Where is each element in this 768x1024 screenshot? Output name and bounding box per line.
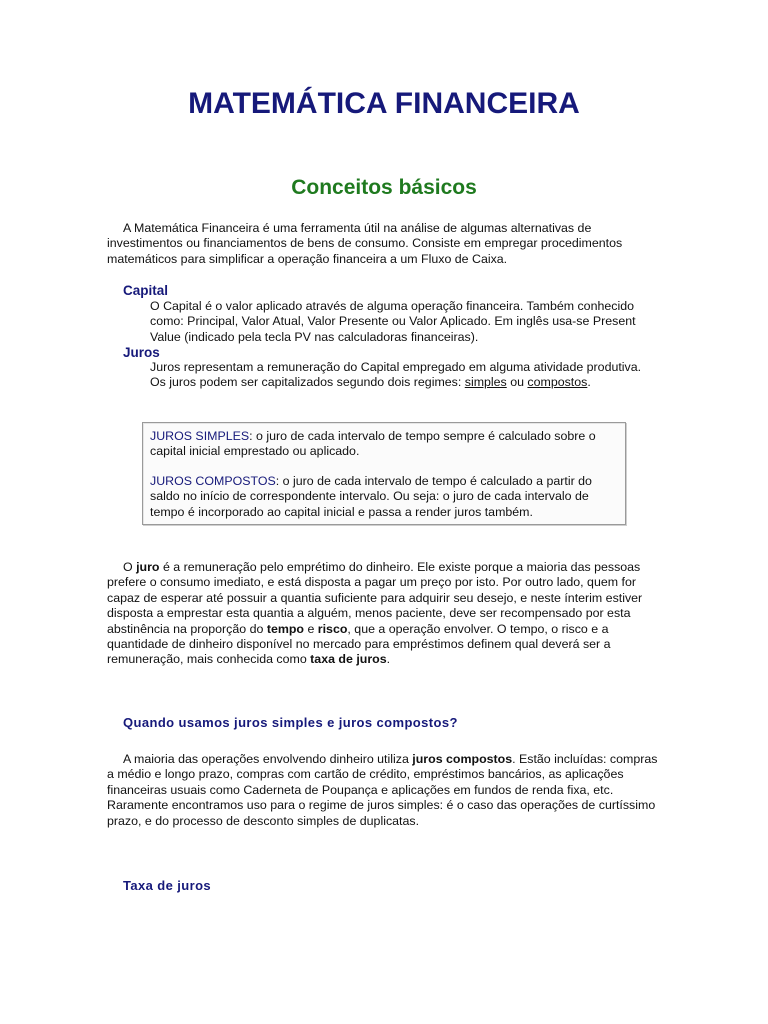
section-heading-taxa: Taxa de juros	[123, 878, 212, 893]
quando-text-1: A maioria das operações envolvendo dinheiro utiliza	[123, 752, 413, 766]
juros-compostos-text: : o juro de cada intervalo de tempo é calculado a partir do saldo no início de correspondente intervalo. Ou seja: o juro de cada intervalo de tempo é incorporado ao capital inicial e passa a render juros também.	[150, 474, 592, 519]
juro-bold-risco: risco	[317, 621, 348, 636]
juros-simples-term: JUROS SIMPLES	[150, 429, 250, 443]
section-heading-quando: Quando usamos juros simples e juros compostos?	[123, 715, 458, 730]
link-compostos[interactable]: compostos	[527, 375, 588, 390]
juros-simples-entry	[150, 429, 610, 460]
capital-definition: O Capital é o valor aplicado através de alguma operação financeira. Também conhecido como: Principal, Valor Atual, Valor Presente ou Valor Aplicado. Em inglês usa-se Present Value (indicado pela tecla PV nas calculadoras financeiras).	[150, 299, 636, 344]
juro-bold-1: juro	[136, 560, 160, 574]
juro-text-5: .	[386, 652, 391, 667]
juros-compostos-entry	[150, 474, 610, 520]
juro-text-1: O	[123, 560, 137, 574]
quando-text-2: . Estão incluídas: compras a médio e longo prazo, compras com cartão de crédito, empréstimos bancários, as aplicações financeiras usuais como Caderneta de Poupança e aplicações em fundos de renda fixa, etc. Raramente encontramos uso para o regime de juros simples: é o caso das operações de curtíssimo prazo, e do processo de desconto simples de duplicatas.	[107, 752, 658, 828]
quando-paragraph	[107, 752, 662, 829]
intro-paragraph	[107, 221, 662, 267]
quando-bold: juros compostos	[412, 752, 513, 766]
juros-heading: Juros	[123, 345, 160, 360]
juro-paragraph	[107, 560, 662, 668]
juro-text-2: é a remuneração pelo emprétimo do dinheiro. Ele existe porque a maioria das pessoas prefere o consumo imediato, e está disposta a pagar um preço por isto. Por outro lado, quem for capaz de esperar até possuir a quantia suficiente para adquirir seu desejo, e neste ínterim estiver disposta a emprestar esta quantia a alguém, menos paciente, deve ser recompensado por esta abstinência na proporção do	[107, 560, 643, 636]
juros-regimes-box	[142, 422, 626, 525]
juros-simples-text: : o juro de cada intervalo de tempo sempre é calculado sobre o capital inicial emprestado ou aplicado.	[150, 429, 596, 459]
document-title: MATEMÁTICA FINANCEIRA	[188, 87, 580, 120]
juro-text-4: , que a operação envolver. O tempo, o risco e a quantidade de dinheiro disponível no mercado para empréstimos definem qual deverá ser a remuneração, mais conhecida como	[107, 621, 611, 667]
juro-bold-taxa: taxa de juros	[310, 652, 387, 667]
link-simples[interactable]: simples	[464, 375, 507, 390]
juros-compostos-term: JUROS COMPOSTOS	[150, 474, 276, 488]
intro-text: A Matemática Financeira é uma ferramenta útil na análise de algumas alternativas de investimentos ou financiamentos de bens de consumo. Consiste em empregar procedimentos matemáticos para simplificar a operação financeira a um Fluxo de Caixa.	[107, 221, 623, 266]
juro-bold-tempo: tempo	[266, 621, 305, 636]
juros-text: Juros representam a remuneração do Capital empregado em alguma atividade produtiva. Os juros podem ser capitalizados segundo dois regimes:	[150, 360, 642, 390]
juro-text-3: e	[304, 621, 318, 636]
capital-heading: Capital	[123, 283, 169, 298]
document-subtitle: Conceitos básicos	[291, 176, 477, 199]
juros-definition	[150, 360, 660, 391]
juros-connector: ou	[506, 375, 528, 390]
juros-end: .	[587, 375, 591, 390]
